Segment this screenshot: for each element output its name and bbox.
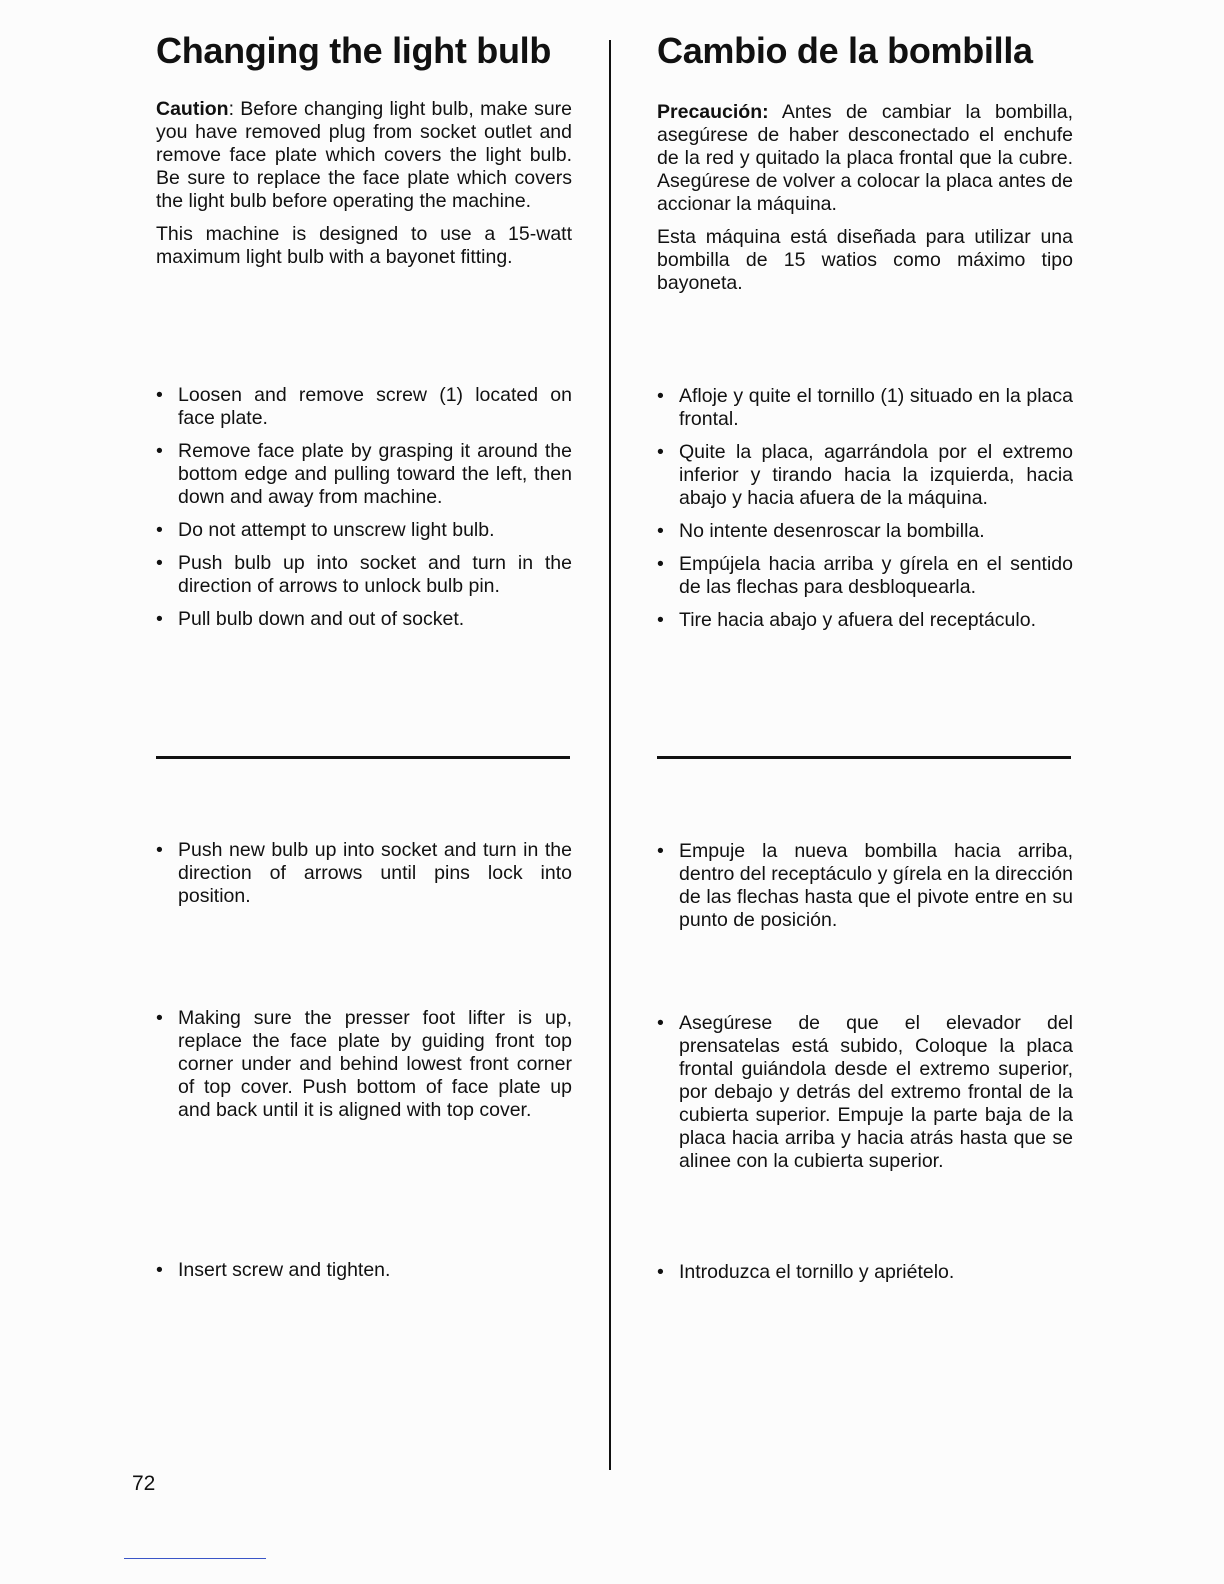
design-note-english: This machine is designed to use a 15-watt maximum light bulb with a bayonet fitting. (156, 223, 572, 268)
caution-text-english: : Before changing light bulb, make sure you have removed plug from socket outlet and remove face plate which covers the light bulb. Be sure to replace the face plate which covers the light bulb before operating the machine. (156, 98, 572, 212)
replace-step-spanish (657, 1012, 1073, 1183)
caution-paragraph-spanish (657, 101, 1073, 216)
final-step-english (156, 1259, 572, 1292)
caution-paragraph-english (156, 98, 572, 213)
page-title-spanish: Cambio de la bombilla (657, 30, 1033, 71)
list-item: • Introduzca el tornillo y apriételo. (657, 1261, 1073, 1284)
list-item: • Empújela hacia arriba y gírela en el sentido de las flechas para desbloquearla. (657, 553, 1073, 599)
install-step-spanish (657, 840, 1073, 942)
list-item: • Remove face plate by grasping it around the bottom edge and pulling toward the left, then down and away from machine. (156, 440, 572, 509)
list-item: • Tire hacia abajo y afuera del receptáculo. (657, 609, 1073, 632)
list-item: • Do not attempt to unscrew light bulb. (156, 519, 572, 542)
list-item: • Empuje la nueva bombilla hacia arriba, dentro del receptáculo y gírela en la dirección de las flechas hasta que el pivote entre en su punto de posición. (657, 840, 1073, 932)
caution-section-spanish (657, 101, 1073, 305)
caution-label-english: Caution (156, 98, 229, 120)
section-rule-english (156, 756, 570, 759)
design-note-spanish: Esta máquina está diseñada para utilizar una bombilla de 15 watios como máximo tipo bayoneta. (657, 226, 1073, 294)
page-title-english: Changing the light bulb (156, 30, 552, 71)
section-rule-spanish (657, 756, 1071, 759)
page-number: 72 (132, 1472, 156, 1495)
caution-section-english (156, 98, 572, 279)
list-item: • Asegúrese de que el elevador del prensatelas está subido, Coloque la placa frontal guiándola desde el extremo superior, por debajo y detrás del extremo frontal de la cubierta superior. Empuje la parte baja de la placa hacia arriba y hacia atrás hasta que se alinee con la cubierta superior. (657, 1012, 1073, 1173)
list-item: • Making sure the presser foot lifter is up, replace the face plate by guiding front top corner under and behind lowest front corner of top cover. Push bottom of face plate up and back until it is aligned with top cover. (156, 1007, 572, 1122)
footer-line (124, 1558, 266, 1559)
install-step-english (156, 839, 572, 918)
list-item: • Afloje y quite el tornillo (1) situado en la placa frontal. (657, 385, 1073, 431)
column-divider (609, 40, 611, 1470)
replace-step-english (156, 1007, 572, 1132)
final-step-spanish (657, 1261, 1073, 1294)
removal-steps-english (156, 384, 572, 641)
list-item: • Insert screw and tighten. (156, 1259, 572, 1282)
list-item: • Push new bulb up into socket and turn in the direction of arrows until pins lock into position. (156, 839, 572, 908)
list-item: • No intente desenroscar la bombilla. (657, 520, 1073, 543)
list-item: • Quite la placa, agarrándola por el extremo inferior y tirando hacia la izquierda, hacia abajo y hacia afuera de la máquina. (657, 441, 1073, 510)
list-item: • Push bulb up into socket and turn in the direction of arrows to unlock bulb pin. (156, 552, 572, 598)
list-item: • Loosen and remove screw (1) located on face plate. (156, 384, 572, 430)
caution-text-spanish: Antes de cambiar la bombilla, asegúrese de haber desconectado el enchufe de la red y quitado la placa frontal que la cubre. Asegúrese de volver a colocar la placa antes de accionar la máquina. (657, 101, 1073, 215)
removal-steps-spanish (657, 385, 1073, 642)
caution-label-spanish: Precaución: (657, 101, 769, 123)
list-item: • Pull bulb down and out of socket. (156, 608, 572, 631)
